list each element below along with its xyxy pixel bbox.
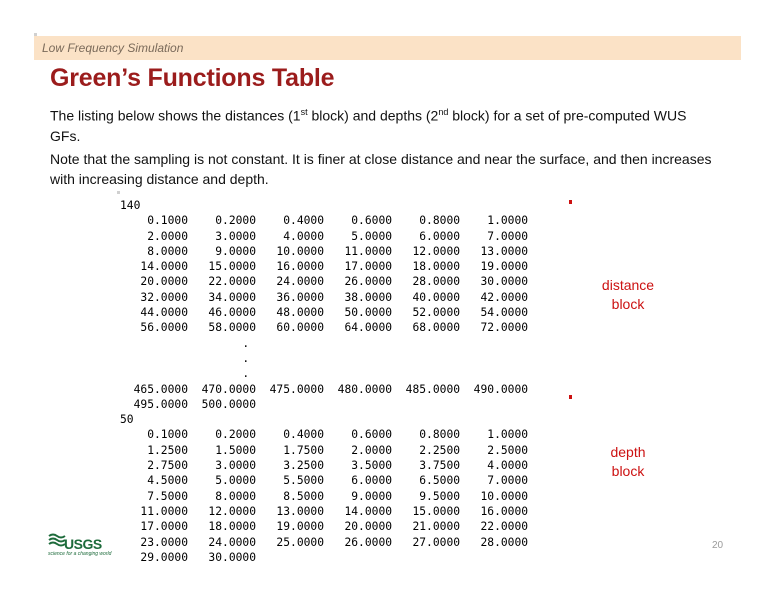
distance-row: 2.0000 3.0000 4.0000 5.0000 6.0000 7.0000 xyxy=(147,229,529,243)
depth-row: 4.5000 5.0000 5.5000 6.0000 6.5000 7.0000 xyxy=(147,474,529,488)
depth-count: 50 xyxy=(120,413,134,427)
intro-paragraph xyxy=(50,102,720,146)
section-header: Low Frequency Simulation xyxy=(42,41,184,55)
depth-label-line2: block xyxy=(611,463,645,479)
page-number: 20 xyxy=(712,540,724,551)
depth-row: 29.0000 30.0000 xyxy=(140,550,257,564)
depth-row: 11.0000 12.0000 13.0000 14.0000 15.0000 16.0000 xyxy=(140,504,529,518)
depth-row: 23.0000 24.0000 25.0000 26.0000 27.0000 28.0000 xyxy=(140,535,529,549)
depth-label-line1: depth xyxy=(610,444,646,460)
usgs-wordmark: USGS xyxy=(64,536,102,552)
ellipsis-line: . xyxy=(242,351,250,365)
usgs-tagline: science for a changing world xyxy=(48,551,112,557)
intro-text-c: block) for a set of pre-computed WUS GFs. xyxy=(50,107,687,144)
distance-row: 8.0000 9.0000 10.0000 11.0000 12.0000 13.0000 xyxy=(147,244,529,258)
distance-row: 495.0000 500.0000 xyxy=(133,397,257,411)
distance-row: 465.0000 470.0000 475.0000 480.0000 485.0000 490.0000 xyxy=(133,382,529,396)
distance-label-line1: distance xyxy=(601,277,655,293)
distance-count: 140 xyxy=(120,199,141,212)
gf-listing xyxy=(120,198,528,565)
distance-block-label xyxy=(588,276,668,314)
depth-row: 0.1000 0.2000 0.4000 0.6000 0.8000 1.0000 xyxy=(147,428,529,442)
distance-row: 32.0000 34.0000 36.0000 38.0000 40.0000 42.0000 xyxy=(140,290,529,304)
distance-label-line2: block xyxy=(611,296,645,312)
distance-row: 0.1000 0.2000 0.4000 0.6000 0.8000 1.0000 xyxy=(147,214,529,228)
distance-row: 20.0000 22.0000 24.0000 26.0000 28.0000 30.0000 xyxy=(140,275,529,289)
depth-row: 2.7500 3.0000 3.2500 3.5000 3.7500 4.0000 xyxy=(147,459,529,473)
depth-row: 7.5000 8.0000 8.5000 9.0000 9.5000 10.0000 xyxy=(147,489,529,503)
distance-row: 14.0000 15.0000 16.0000 17.0000 18.0000 19.0000 xyxy=(140,260,529,274)
intro-text-b: block) and depths (2 xyxy=(307,107,439,124)
slide-title: Green’s Functions Table xyxy=(50,64,335,92)
intro-sup-1: st xyxy=(300,107,308,117)
distance-row: 56.0000 58.0000 60.0000 64.0000 68.0000 72.0000 xyxy=(140,321,529,335)
ellipsis-line: . xyxy=(242,367,250,381)
listing-dot xyxy=(117,191,120,194)
distance-row: 44.0000 46.0000 48.0000 50.0000 52.0000 54.0000 xyxy=(140,306,529,320)
note-paragraph: Note that the sampling is not constant. It is finer at close distance and near the surface, and then increases with increasing distance and depth. xyxy=(50,151,712,187)
depth-marker xyxy=(569,395,572,399)
intro-text-a: The listing below shows the distances (1 xyxy=(50,107,301,124)
distance-marker xyxy=(569,200,572,204)
depth-row: 17.0000 18.0000 19.0000 20.0000 21.0000 22.0000 xyxy=(140,520,529,534)
depth-block-label xyxy=(588,443,668,481)
depth-row: 1.2500 1.5000 1.7500 2.0000 2.2500 2.5000 xyxy=(147,443,529,457)
intro-sup-2: nd xyxy=(438,107,449,117)
ellipsis-line: . xyxy=(242,336,250,350)
